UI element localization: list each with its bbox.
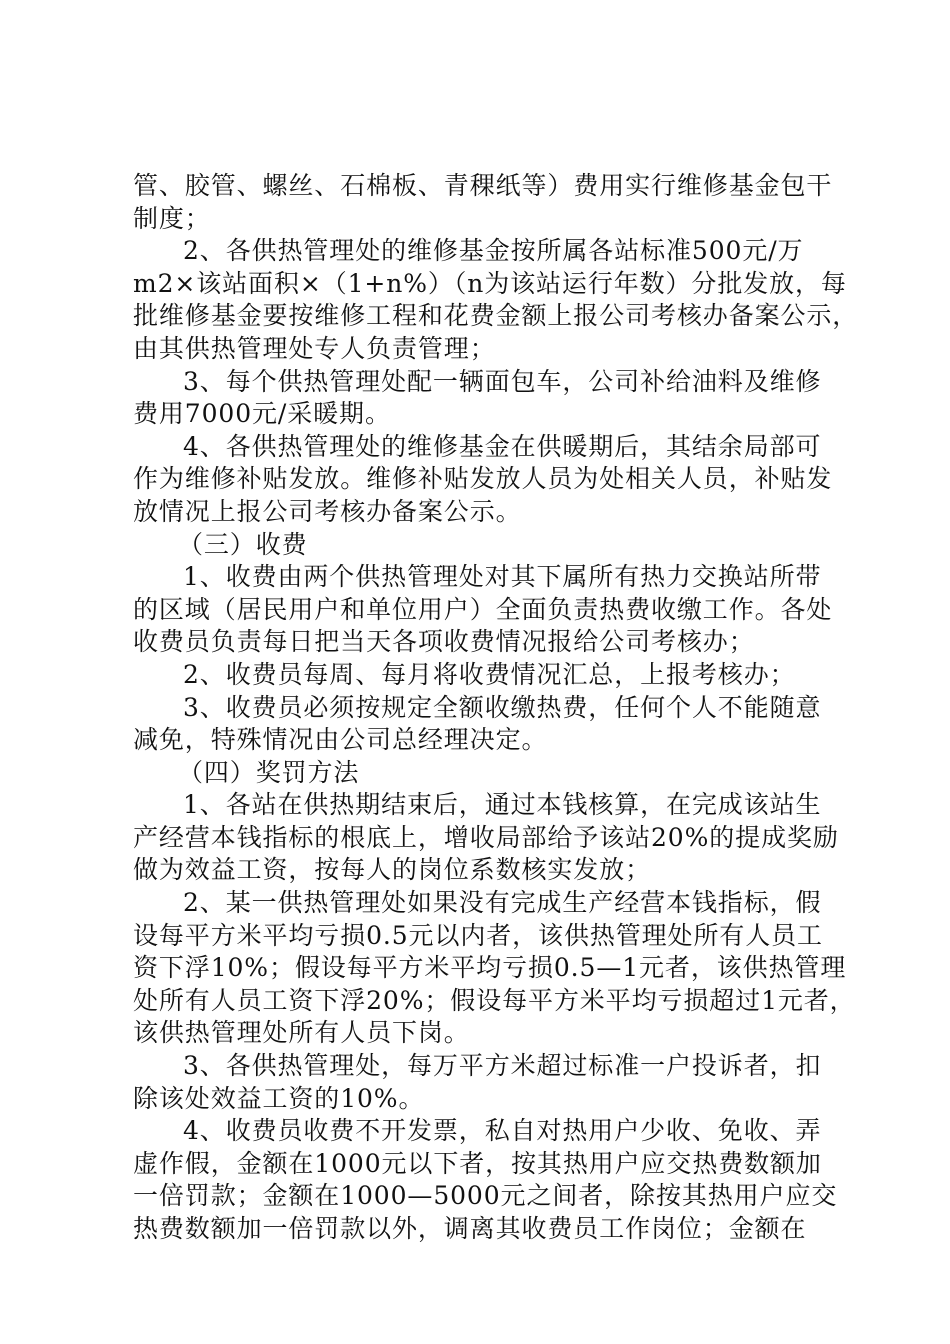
text-line: 除该处效益工资的10%。 (133, 1083, 425, 1113)
text-line: 该供热管理处所有人员下岗。 (133, 1018, 470, 1048)
text-line: 1、收费由两个供热管理处对其下属所有热力交换站所带 (183, 562, 822, 592)
text-line: 作为维修补贴发放。维修补贴发放人员为处相关人员，补贴发 (133, 464, 833, 494)
text-line: 2、收费员每周、每月将收费情况汇总，上报考核办； (183, 659, 796, 689)
text-line: 4、各供热管理处的维修基金在供暖期后，其结余局部可 (183, 431, 822, 461)
text-line: 产经营本钱指标的根底上，增收局部给予该站20%的提成奖励 (133, 822, 839, 852)
document-body (133, 170, 859, 1246)
text-line: 制度； (133, 203, 211, 233)
text-line: 放情况上报公司考核办备案公示。 (133, 496, 522, 526)
text-line: 由其供热管理处专人负责管理； (133, 333, 496, 363)
text-line: 一倍罚款；金额在1000—5000元之间者，除按其热用户应交 (133, 1181, 838, 1211)
text-line: 减免，特殊情况由公司总经理决定。 (133, 725, 548, 755)
text-line: 3、各供热管理处，每万平方米超过标准一户投诉者，扣 (183, 1051, 822, 1081)
text-line: 3、收费员必须按规定全额收缴热费，任何个人不能随意 (183, 692, 822, 722)
text-line: 收费员负责每日把当天各项收费情况报给公司考核办； (133, 627, 755, 657)
text-line: 4、收费员收费不开发票，私自对热用户少收、免收、弄 (183, 1116, 822, 1146)
text-line: （三）收费 (178, 529, 308, 559)
text-line: 管、胶管、螺丝、石棉板、青稞纸等）费用实行维修基金包干 (133, 171, 833, 200)
text-line: （四）奖罚方法 (178, 757, 360, 787)
text-line: 资下浮10%；假设每平方米平均亏损0.5—1元者，该供热管理 (133, 953, 847, 983)
text-line: 3、每个供热管理处配一辆面包车，公司补给油料及维修 (183, 366, 822, 396)
text-line: 热费数额加一倍罚款以外，调离其收费员工作岗位；金额在 (133, 1214, 807, 1243)
text-line: 1、各站在供热期结束后，通过本钱核算，在完成该站生 (183, 790, 822, 820)
text-line: 设每平方米平均亏损0.5元以内者，该供热管理处所有人员工 (133, 920, 823, 950)
text-line: 2、某一供热管理处如果没有完成生产经营本钱指标，假 (183, 888, 822, 918)
text-line: 费用7000元/采暖期。 (133, 399, 391, 429)
text-line: 处所有人员工资下浮20%；假设每平方米平均亏损超过1元者， (133, 985, 856, 1015)
text-line: 2、各供热管理处的维修基金按所属各站标准500元/万 (183, 236, 804, 266)
text-line: 虚作假，金额在1000元以下者，按其热用户应交热费数额加 (133, 1148, 822, 1178)
text-line: 的区域（居民用户和单位用户）全面负责热费收缴工作。各处 (133, 594, 833, 624)
text-line: 做为效益工资，按每人的岗位系数核实发放； (133, 855, 652, 885)
text-line: 批维修基金要按维修工程和花费金额上报公司考核办备案公示， (133, 301, 859, 331)
text-line: m2×该站面积×（1+n%）（n为该站运行年数）分批发放，每 (133, 268, 847, 298)
